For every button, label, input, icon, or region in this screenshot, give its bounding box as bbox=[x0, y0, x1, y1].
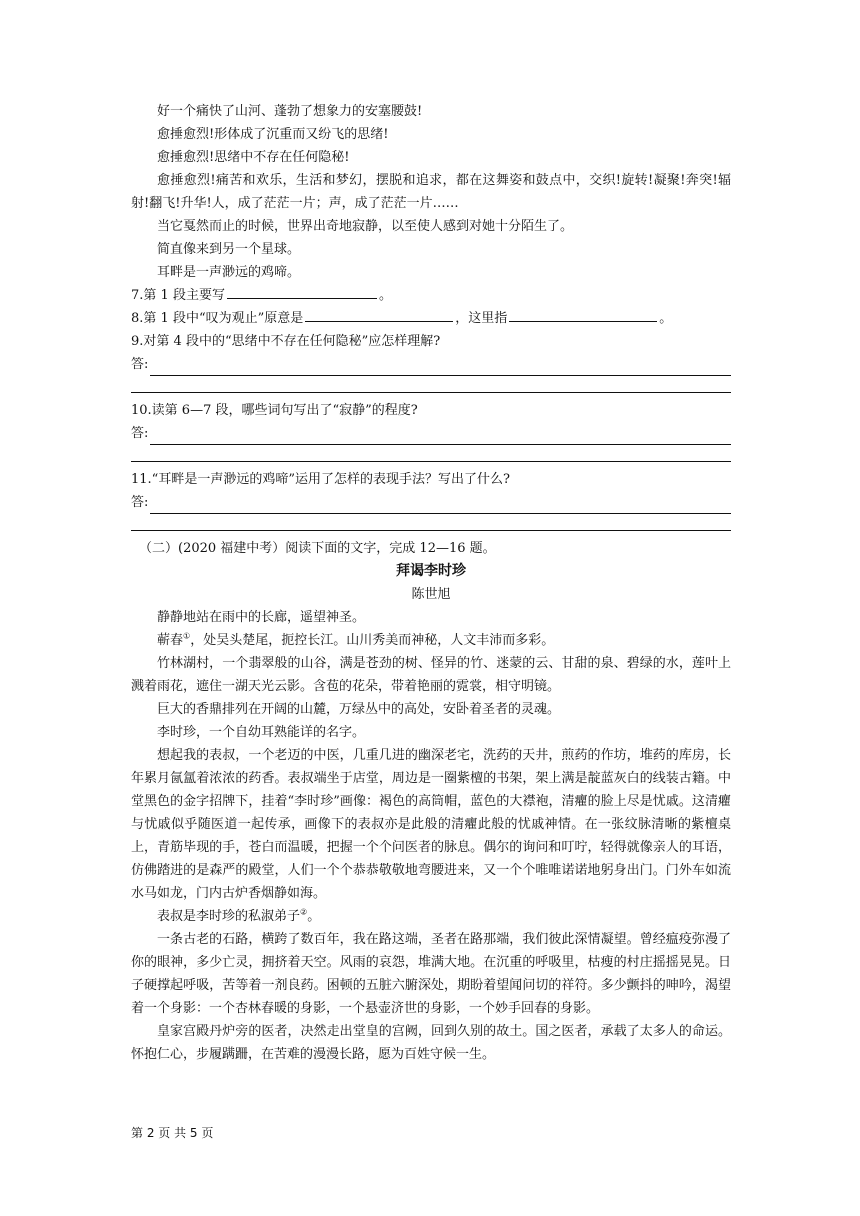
question-9: 9.对第 4 段中的“思绪中不存在任何隐秘”应怎样理解? bbox=[131, 334, 441, 349]
answer-row bbox=[131, 491, 731, 514]
article-para-7-end: 。 bbox=[307, 909, 321, 924]
answer-row bbox=[131, 353, 731, 376]
question-11: 11.“耳畔是一声渺远的鸡啼”运用了怎样的表现手法？写出了什么? bbox=[131, 472, 510, 487]
question-8-text: 8.第 1 段中“叹为观止”原意是 bbox=[131, 311, 304, 326]
article-para-7-text: 表叔是李时珍的私淑弟子 bbox=[157, 909, 301, 924]
footnote-marker-1: ① bbox=[183, 631, 191, 641]
poem-line-4: 愈捶愈烈!痛苦和欢乐，生活和梦幻，摆脱和追求，都在这舞姿和鼓点中，交织!旋转!凝聚!奔突!辐射!翻飞!升华!人，成了茫茫一片；声，成了茫茫一片…… bbox=[131, 173, 731, 211]
question-10: 10.读第 6—7 段，哪些词句写出了“寂静”的程度? bbox=[131, 403, 418, 418]
poem-line-1: 好一个痛快了山河、蓬勃了想象力的安塞腰鼓! bbox=[157, 104, 423, 119]
article-para-3: 竹林湖村，一个翡翠般的山谷，满是苍劲的树、怪异的竹、迷蒙的云、甘甜的泉、碧绿的水，莲叶上溅着雨花，遮住一湖天光云影。含苞的花朵，带着艳丽的霓裳，相守明镜。 bbox=[131, 656, 731, 694]
poem-line-5: 当它戛然而止的时候，世界出奇地寂静，以至使人感到对她十分陌生了。 bbox=[157, 219, 574, 234]
poem-line-2: 愈捶愈烈!形体成了沉重而又纷飞的思绪! bbox=[157, 127, 389, 142]
answer-line-full[interactable] bbox=[131, 376, 731, 399]
article-para-2 bbox=[131, 629, 731, 652]
article-para-6: 想起我的表叔，一个老迈的中医，几重几进的幽深老宅，洗药的天井，煎药的作坊，堆药的库房，长年累月氤氲着浓浓的药香。表叔端坐于店堂，周边是一圈紫檀的书架，架上满是靛蓝灰白的线装古籍。中堂黑色的金字招牌下，挂着“李时珍”画像：褐色的高筒帽，蓝色的大襟袍，清癯的脸上尽是忧戚。这清癯与忧戚似乎随医道一起传承，画像下的表叔亦是此般的清癯此般的忧戚神情。在一张纹脉清晰的紫檀桌上，青筋毕现的手，苍白而温暖，把握一个个问医者的脉息。偶尔的询问和叮咛，轻得就像亲人的耳语，仿佛踏进的是森严的殿堂，人们一个个恭恭敬敬地弯腰进来，又一个个唯唯诺诺地躬身出门。门外车如流水马如龙，门内古炉香烟静如海。 bbox=[131, 748, 731, 901]
footnote-marker-2: ② bbox=[300, 907, 308, 917]
question-8 bbox=[131, 307, 731, 330]
document-page bbox=[131, 100, 731, 1066]
answer-blank[interactable] bbox=[227, 284, 377, 299]
poem-line-3: 愈捶愈烈!思绪中不存在任何隐秘! bbox=[157, 150, 350, 165]
article-author: 陈世旭 bbox=[411, 587, 451, 602]
article-para-7 bbox=[131, 905, 731, 928]
place-name: 蕲春 bbox=[157, 633, 184, 648]
question-8-end: 。 bbox=[659, 311, 673, 326]
answer-line-full[interactable] bbox=[131, 445, 731, 468]
section-2-heading: （二）(2020 福建中考）阅读下面的文字，完成 12—16 题。 bbox=[139, 541, 496, 556]
answer-label: 答: bbox=[131, 426, 149, 441]
answer-line-full[interactable] bbox=[131, 514, 731, 537]
answer-label: 答: bbox=[131, 357, 149, 372]
article-para-1: 静静地站在雨中的长廊，遥望神圣。 bbox=[157, 610, 366, 625]
article-para-5: 李时珍，一个自幼耳熟能详的名字。 bbox=[157, 725, 366, 740]
article-title: 拜谒李时珍 bbox=[396, 563, 466, 579]
question-7-text: 7.第 1 段主要写 bbox=[131, 288, 225, 303]
question-8-mid: ，这里指 bbox=[455, 311, 508, 326]
answer-line[interactable] bbox=[150, 501, 731, 514]
poem-line-7: 耳畔是一声渺远的鸡啼。 bbox=[157, 265, 301, 280]
article-para-2-rest: ，处吴头楚尾，扼控长江。山川秀美而神秘，人文丰沛而多彩。 bbox=[190, 633, 555, 648]
answer-row bbox=[131, 422, 731, 445]
poem-line-6: 简直像来到另一个星球。 bbox=[157, 242, 301, 257]
article-para-8: 一条古老的石路，横跨了数百年，我在路这端，圣者在路那端，我们彼此深情凝望。曾经瘟疫弥漫了你的眼神，多少亡灵，拥挤着天空。风雨的哀怨，堆满大地。在沉重的呼吸里，枯瘦的村庄摇摇晃晃。日子硬撑起呼吸，苦等着一剂良药。困顿的五脏六腑深处，期盼着望闻问切的祥符。多少颤抖的呻吟，渴望着一个身影：一个杏林春暖的身影，一个悬壶济世的身影，一个妙手回春的身影。 bbox=[131, 932, 731, 1016]
article-para-4: 巨大的香鼎排列在开阔的山麓，万绿丛中的高处，安卧着圣者的灵魂。 bbox=[157, 702, 561, 717]
answer-line[interactable] bbox=[150, 363, 731, 376]
question-7-end: 。 bbox=[378, 288, 392, 303]
answer-line[interactable] bbox=[150, 432, 731, 445]
page-footer: 第 2 页 共 5 页 bbox=[131, 1126, 214, 1140]
answer-blank[interactable] bbox=[509, 307, 657, 322]
question-7 bbox=[131, 284, 731, 307]
answer-label: 答: bbox=[131, 495, 149, 510]
article-para-9: 皇家宫殿丹炉旁的医者，决然走出堂皇的宫阙，回到久别的故土。国之医者，承载了太多人的命运。怀抱仁心，步履蹒跚，在苦难的漫漫长路，愿为百姓守候一生。 bbox=[131, 1024, 731, 1062]
answer-blank[interactable] bbox=[305, 307, 453, 322]
